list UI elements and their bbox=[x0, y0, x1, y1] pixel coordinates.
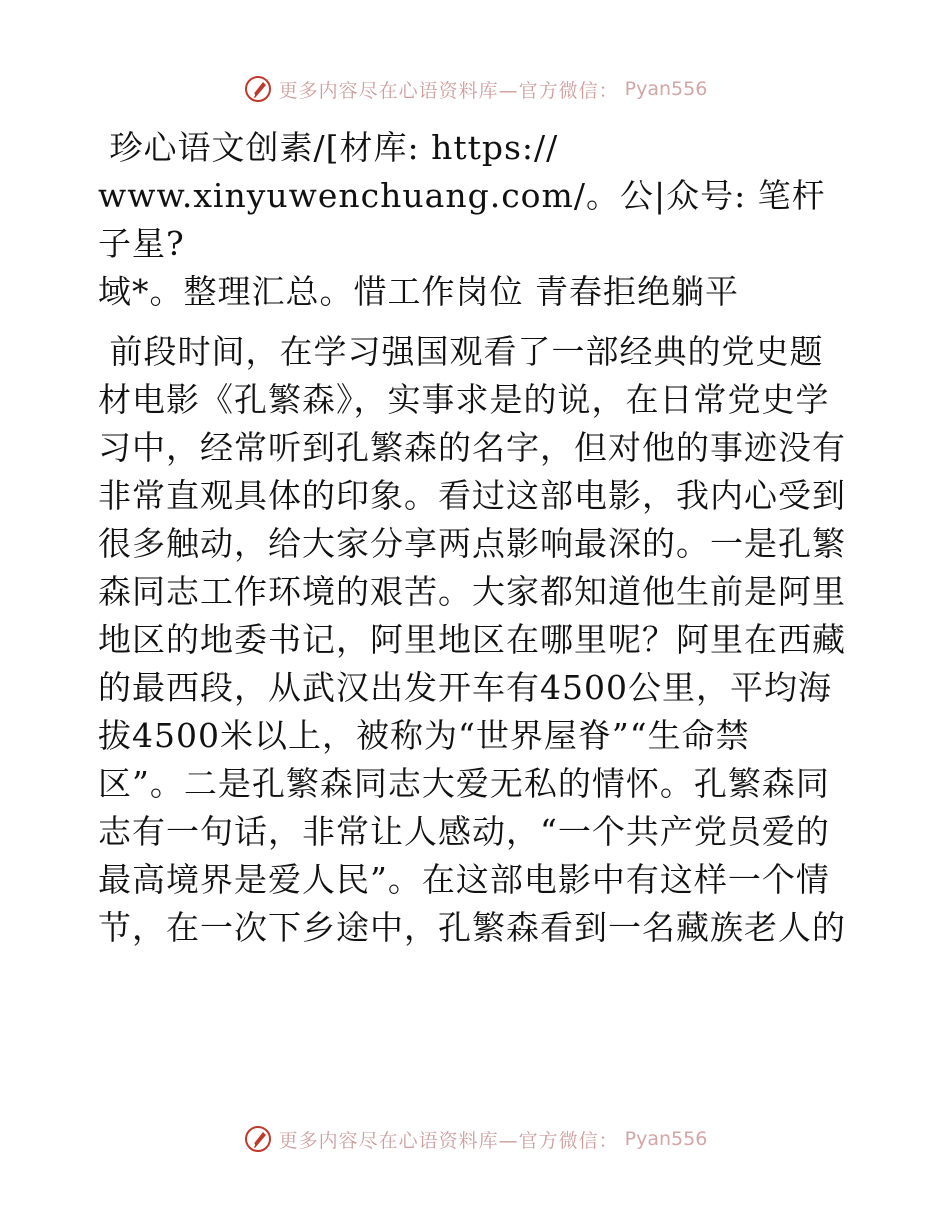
pen-logo-icon bbox=[243, 74, 273, 104]
watermark-text: 更多内容尽在心语资料库—官方微信： bbox=[278, 79, 619, 102]
header-paragraph: 珍心语文创素/[材库: https:// www.xinyuwenchuang.com/。公|众号: 笔杆子星? 域*。整理汇总。惜工作岗位 青春拒绝躺平 bbox=[98, 128, 826, 311]
body-paragraph: 前段时间，在学习强国观看了一部经典的党史题 材电影《孔繁森》，实事求是的说，在日常党史学 习中，经常听到孔繁森的名字，但对他的事迹没有 非常直观具体的印象。看过这部电影，我内心受到 很多触动，给大家分享两点影响最深的。一是孔繁 森同志工作环境的艰苦。大家都知道他生前是阿里 地区的地委书记，阿里地区在哪里呢？阿里在西藏 的最西段，从武汉出发开车有4500公里，平均海 拔4500米以上，被称为“世界屋脊”“生命禁 区”。二是孔繁森同志大爱无私的情怀。孔繁森同 志有一句话，非常让人感动，“一个共产党员爱的 最高境界是爱人民”。在这部电影中有这样一个情 节，在一次下乡途中，孔繁森看到一名藏族老人的 bbox=[98, 332, 846, 947]
watermark-footer bbox=[0, 1124, 950, 1154]
watermark-header bbox=[0, 74, 950, 104]
pen-logo-icon bbox=[243, 1124, 273, 1154]
watermark-text: 更多内容尽在心语资料库—官方微信： bbox=[278, 1129, 619, 1152]
document-content bbox=[98, 124, 858, 952]
watermark-wechat-id: Pyan556 bbox=[624, 1128, 708, 1150]
watermark-wechat-id: Pyan556 bbox=[624, 78, 708, 100]
